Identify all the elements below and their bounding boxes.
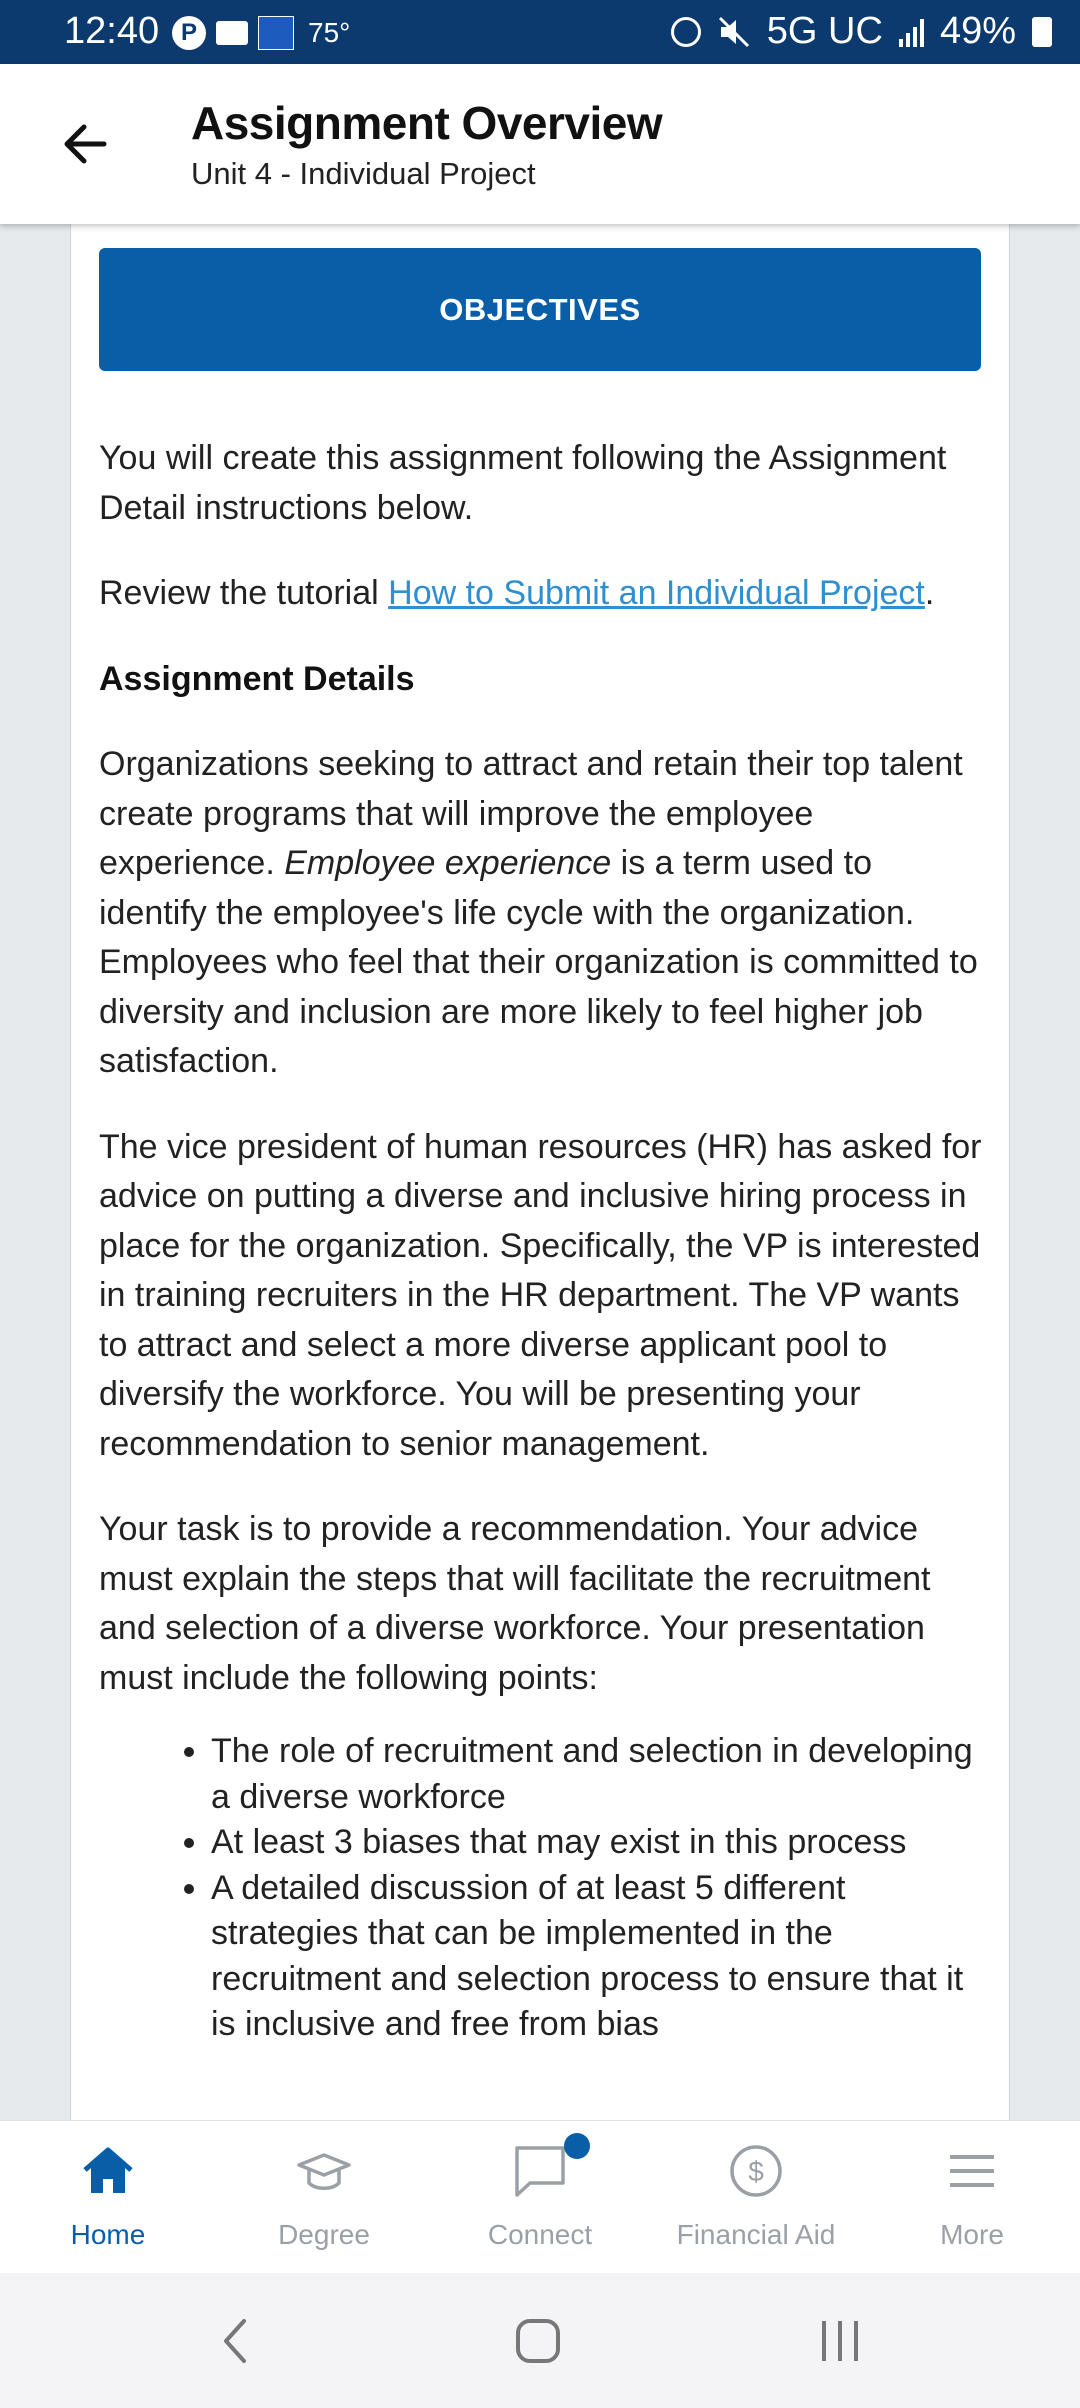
battery-icon [1032,17,1052,47]
signal-icon [899,17,924,47]
network-label: 5G UC [766,10,883,52]
nav-home[interactable]: Home [0,2121,216,2274]
assignment-card [70,224,1010,2120]
nav-connect[interactable]: Connect [432,2121,648,2274]
list-item: • The role of recruitment and selection in developing a diverse workforce [211,1729,989,1820]
nav-degree[interactable]: Degree [216,2121,432,2274]
tutorial-link[interactable]: How to Submit an Individual Project [388,574,925,612]
requirements-list [99,1729,989,2048]
pinterest-icon: P [172,16,206,50]
alarm-icon [671,17,701,47]
dollar-icon [728,2143,784,2199]
system-home-icon[interactable] [508,2311,568,2371]
objectives-button[interactable]: OBJECTIVES [99,248,981,371]
back-arrow-icon[interactable] [56,114,116,174]
app-header [0,64,1080,224]
system-nav-bar [0,2273,1080,2408]
intro-text: You will create this assignment following the Assignment Detail instructions below. [99,439,947,527]
home-icon [80,2143,136,2199]
page-subtitle: Unit 4 - Individual Project [191,156,536,191]
assignment-body [99,434,989,2048]
mail-icon [216,21,248,45]
notification-badge [564,2133,590,2159]
menu-icon [944,2143,1000,2199]
mute-icon [717,15,751,49]
paragraph-3: Your task is to provide a recommendation. Your advice must explain the steps that will facilitate the recruitment and selection of a diverse workforce. Your presentation must include the following points: [99,1510,931,1697]
system-recents-icon[interactable] [810,2311,870,2371]
paragraph-2: The vice president of human resources (HR) has asked for advice on putting a diverse and inclusive hiring process in place for the organization. Specifically, the VP is interested in training recruiters in the HR department. The VP wants to attract and select a more diverse applicant pool to diversify the workforce. You will be presenting your recommendation to senior management. [99,1127,982,1463]
nav-financial-aid[interactable]: $ Financial Aid [648,2121,864,2274]
system-back-icon[interactable] [206,2311,266,2371]
paragraph-1: Organizations seeking to attract and retain their top talent create programs that will improve the employee experience. Employee experience is a term used to identify the employee's life cycle with the organization. Employees who feel that their organization is committed to diversity and inclusion are more likely to feel higher job satisfaction. [99,745,978,1080]
details-heading: Assignment Details [99,659,415,698]
list-item: • A detailed discussion of at least 5 different strategies that can be implemented in the recruitment and selection process to ensure that it is inclusive and free from bias [211,1866,989,2048]
weather-channel-icon [258,16,294,50]
bottom-nav [0,2120,1080,2274]
status-bar [0,0,1080,64]
battery-percent: 49% [939,10,1016,52]
page-title: Assignment Overview [191,97,663,149]
chat-icon [512,2143,568,2199]
review-text: Review the tutorial How to Submit an Individual Project. [99,574,935,612]
list-item: • At least 3 biases that may exist in this process [211,1820,989,1866]
nav-more[interactable]: More [864,2121,1080,2274]
status-time: 12:40 [64,10,160,52]
graduation-cap-icon [296,2143,352,2199]
status-temperature: 75° [308,17,351,48]
svg-text:$: $ [748,2156,764,2187]
